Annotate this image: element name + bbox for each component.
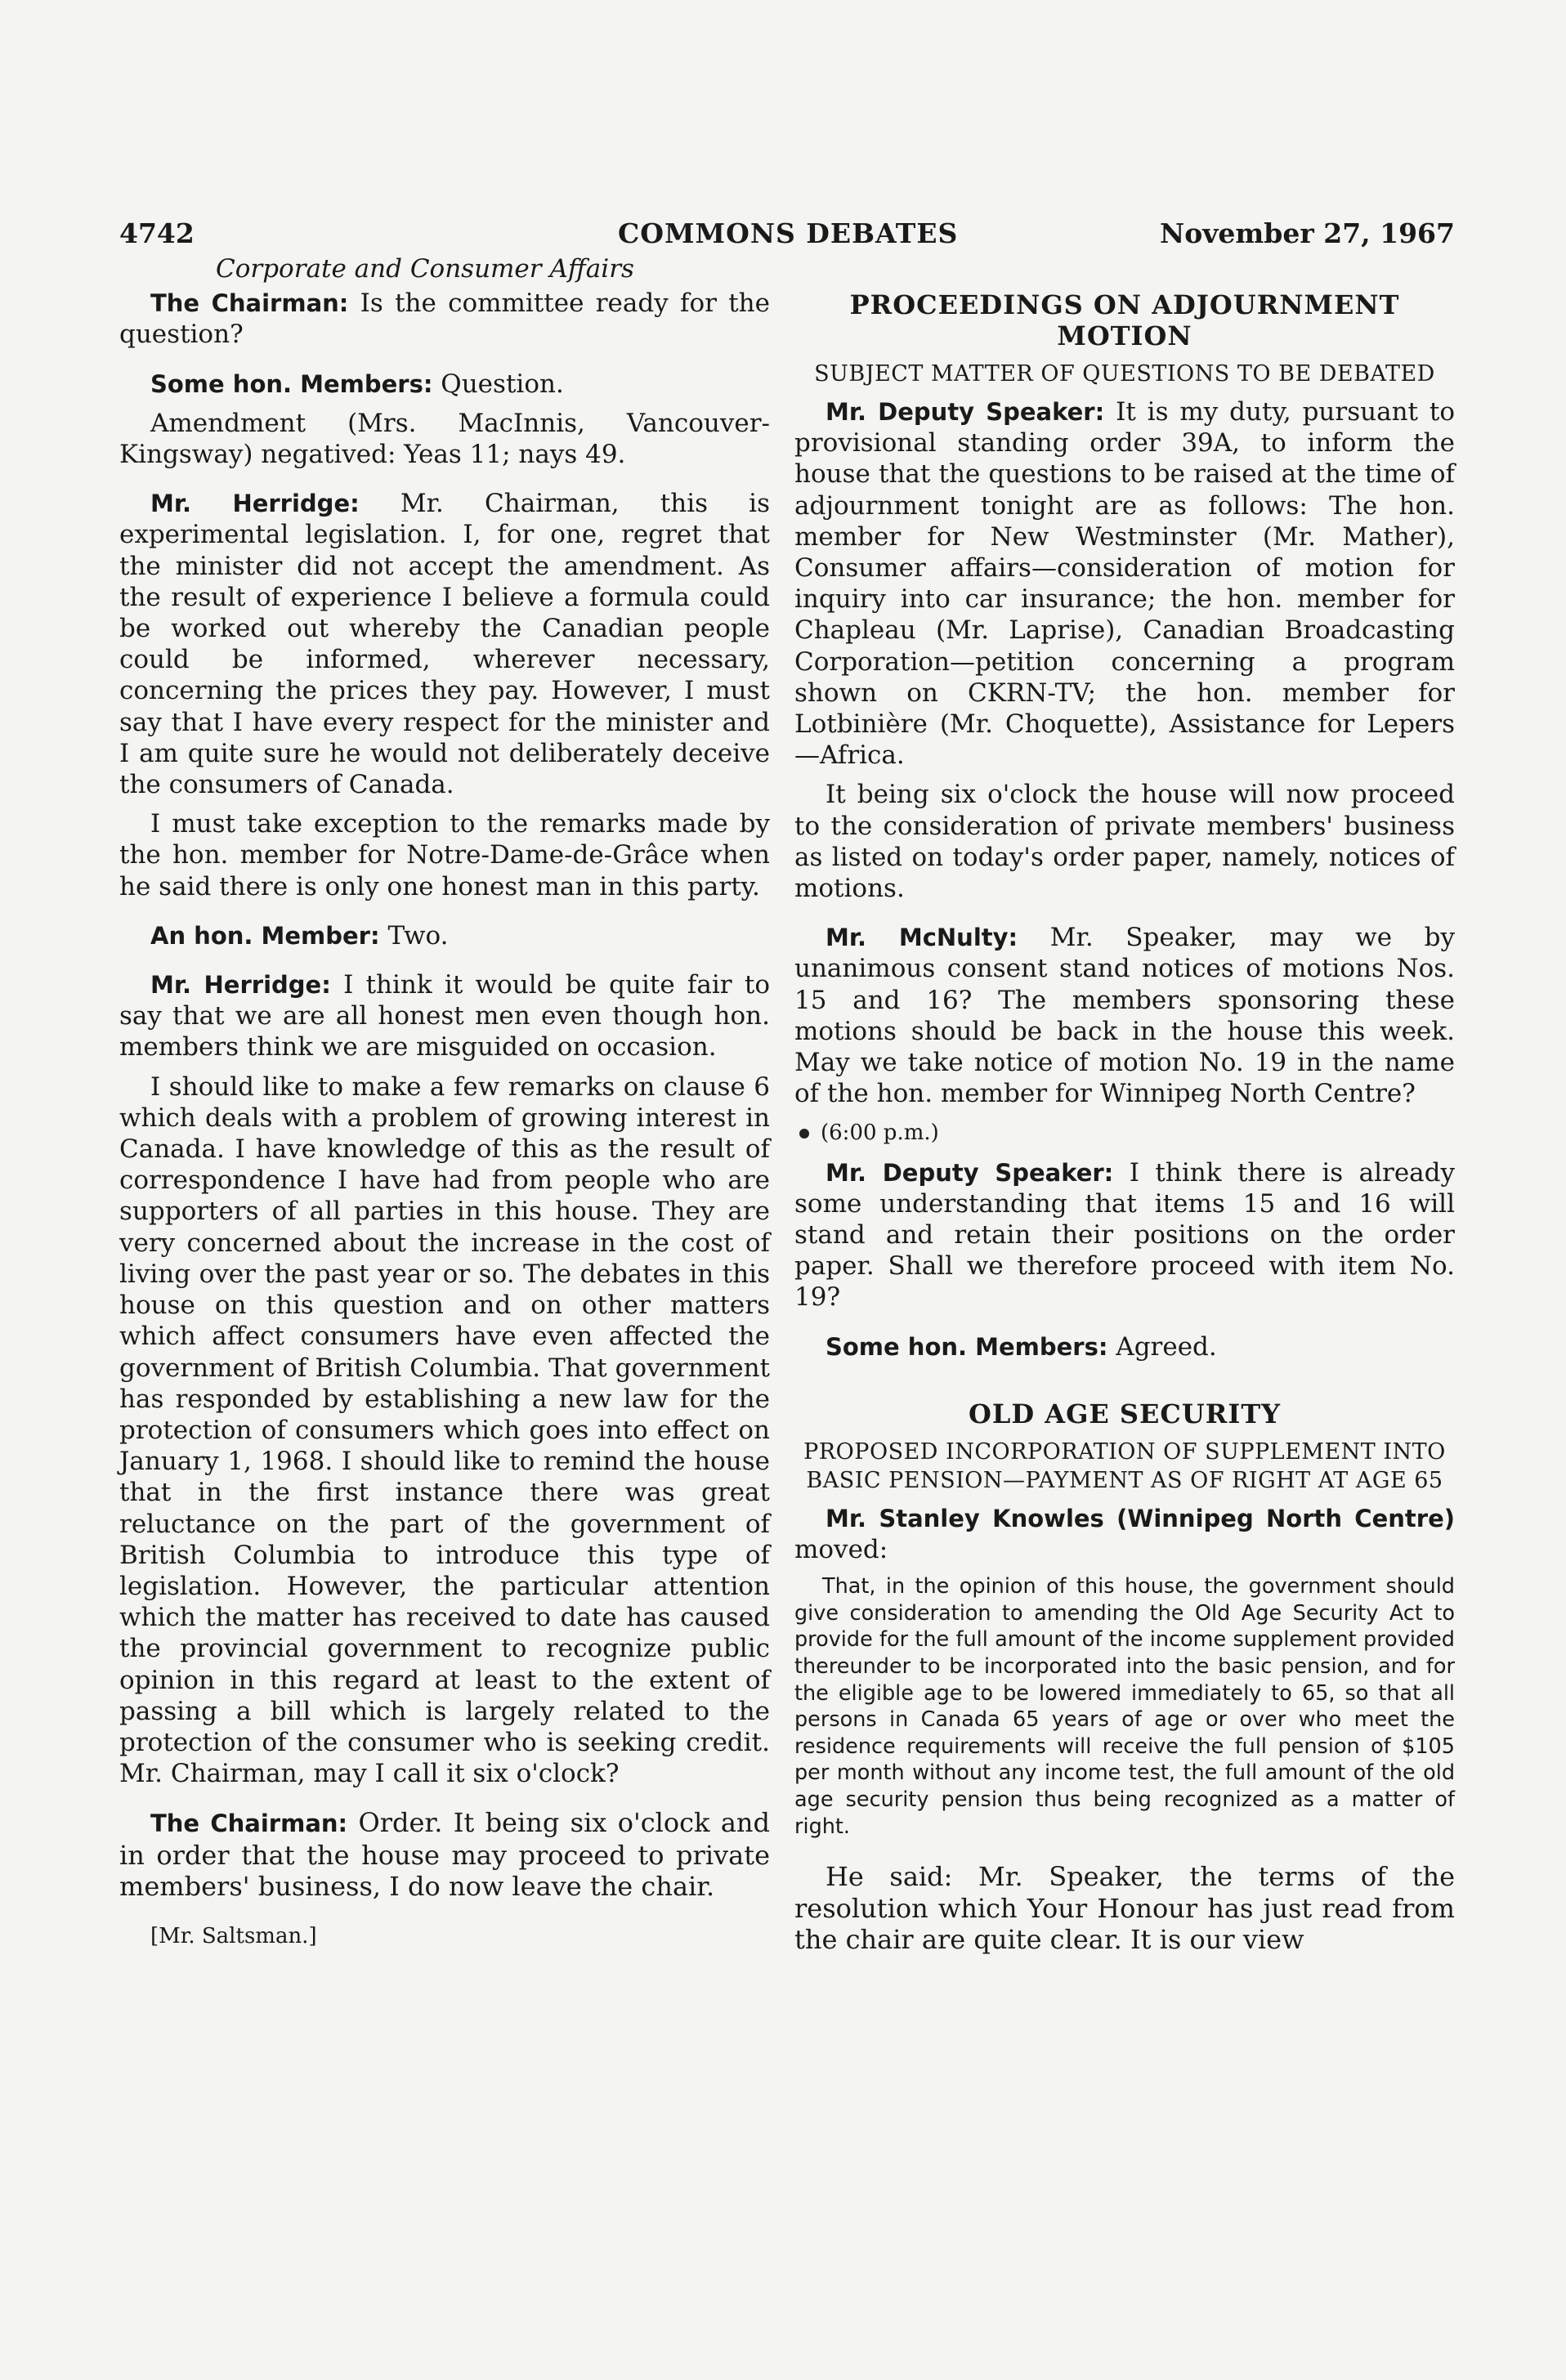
speaker-name: Mr. McNulty: (826, 924, 1018, 952)
speech-text: moved: (794, 1535, 888, 1565)
speaker-name: The Chairman: (150, 289, 349, 318)
section-subheading: SUBJECT MATTER OF QUESTIONS TO BE DEBATED (814, 361, 1435, 387)
speech-text: Question. (432, 369, 564, 399)
speaker-name: Some hon. Members: (150, 369, 433, 398)
paragraph: I should like to make a few remarks on clause 6 which deals with a problem of growing interest in Canada. I have knowledge of this as the result of correspondence I have had from people who are supporters of all parties in this house. They are very concerned about the increase in the cost of living over the past year or so. The debates in this house on this question and on other matters which affect consumers have even affected the government of British Columbia. That government has responded by establishing a new law for the protection of consumers which goes into effect on January 1, 1968. I should like to remind the house that in the first instance there was great reluctance on the part of the government of British Columbia to introduce this type of legislation. However, the particular attention which the matter has received to date has caused the provincial government to recognize public opinion in this regard at least to the extent of passing a bill which is largely related to the protection of the consumer who is seeking credit. Mr. Chairman, may I call it six o'clock? (119, 1071, 770, 1789)
paragraph (119, 288, 770, 350)
paragraph (119, 920, 770, 951)
publication-date: November 27, 1967 (1160, 217, 1455, 249)
page-header (119, 217, 1455, 253)
right-column (794, 253, 1455, 1955)
bullet-icon (799, 1129, 809, 1139)
speaker-name: The Chairman: (150, 1810, 348, 1838)
speaker-name: Mr. Deputy Speaker: (826, 398, 1105, 426)
paragraph: He said: Mr. Speaker, the terms of the resolution which Your Honour has just read from the chair are quite clear. It is our view (794, 1861, 1455, 1956)
speech-text: It is my duty, pursuant to provisional standing order 39A, to inform the house that the questions to be raised at the time of adjournment tonight are as follows: The hon. member for New Westminster (Mr. Mather), Consumer affairs—consideration of motion for inquiry into car insurance; the hon. member for Chapleau (Mr. Laprise), Canadian Broadcasting Corporation—petition concerning a program shown on CKRN-TV; the hon. member for Lotbinière (Mr. Choquette), Assistance for Lepers—Africa. (794, 397, 1456, 771)
time-marker (794, 1117, 1455, 1148)
speaker-name: Mr. Herridge: (150, 490, 360, 518)
paragraph: Amendment (Mrs. MacInnis, Vancouver-Kingsway) negatived: Yeas 11; nays 49. (119, 408, 770, 470)
speaker-name: Some hon. Members: (826, 1332, 1108, 1361)
section-subheading: PROPOSED INCORPORATION OF SUPPLEMENT INTO BASIC PENSION—PAYMENT AS OF RIGHT AT AGE 65 (803, 1438, 1446, 1493)
speech-text: Mr. Chairman, this is experimental legislation. I, for one, regret that the minister did not accept the amendment. As the result of experience I believe a formula could be worked out whereby the Canadian people could be informed, wherever necessary, concerning the prices they pay. However, I must say that I have every respect for the minister and I am quite sure he would not deliberately deceive the consumers of Canada. (119, 489, 771, 800)
speaker-name: An hon. Member: (150, 921, 380, 950)
time-text: (6:00 p.m.) (821, 1121, 939, 1146)
speech-text: Two. (379, 920, 449, 951)
section-heading: OLD AGE SECURITY (968, 1398, 1282, 1429)
paragraph: I must take exception to the remarks made by the hon. member for Notre-Dame-de-Grâce when he said there is only one honest man in this party. (119, 809, 770, 901)
paragraph: It being six o'clock the house will now proceed to the consideration of private members' business as listed on today's order paper, namely, notices of motions. (794, 780, 1455, 904)
paragraph (794, 396, 1455, 771)
section-title: Corporate and Consumer Affairs (216, 254, 634, 284)
paragraph (119, 969, 770, 1063)
paragraph (119, 369, 770, 400)
speech-text: I think it would be quite fair to say that we are all honest men even though hon. members think we are misguided on occasion. (119, 970, 770, 1062)
speech-text: I think there is already some understanding that items 15 and 16 will stand and retain their positions on the order paper. Shall we therefore proceed with item No. 19? (794, 1157, 1456, 1313)
page-number: 4742 (119, 217, 195, 249)
left-column (119, 253, 770, 1952)
paragraph (794, 1331, 1455, 1362)
speech-text: Is the committee ready for the question? (119, 289, 770, 350)
paragraph (119, 488, 770, 800)
speaker-name: Mr. Herridge: (150, 971, 331, 1000)
section-heading: PROCEEDINGS ON ADJOURNMENT MOTION (849, 289, 1400, 351)
speech-text: Agreed. (1107, 1331, 1217, 1362)
speech-text: Mr. Speaker, may we by unanimous consent stand notices of motions Nos. 15 and 16? The members sponsoring these motions should be back in the house this week. May we take notice of motion No. 19 in the name of the hon. member for Winnipeg North Centre? (794, 923, 1455, 1109)
speaker-reference: [Mr. Saltsman.] (150, 1923, 317, 1948)
paragraph (794, 1503, 1455, 1565)
paragraph (794, 922, 1455, 1109)
publication-title: COMMONS DEBATES (618, 217, 959, 249)
speech-text: Order. It being six o'clock and in order that the house may proceed to private members' business, I do now leave the chair. (119, 1807, 771, 1903)
motion-text: That, in the opinion of this house, the government should give consideration to amending the Old Age Security Act to provide for the full amount of the income supplement provided thereunder to be incorporated into the basic pension, and for the eligible age to be lowered immediately to 65, so that all persons in Canada 65 years of age or over who meet the residence requirements will receive the full pension of $105 per month without any income test, the full amount of the old age security pension thus being recognized as a matter of right. (794, 1574, 1455, 1839)
paragraph (794, 1157, 1455, 1313)
paragraph (119, 1807, 770, 1902)
speaker-name: Mr. Stanley Knowles (Winnipeg North Centre) (826, 1504, 1455, 1532)
speaker-name: Mr. Deputy Speaker: (826, 1158, 1114, 1187)
